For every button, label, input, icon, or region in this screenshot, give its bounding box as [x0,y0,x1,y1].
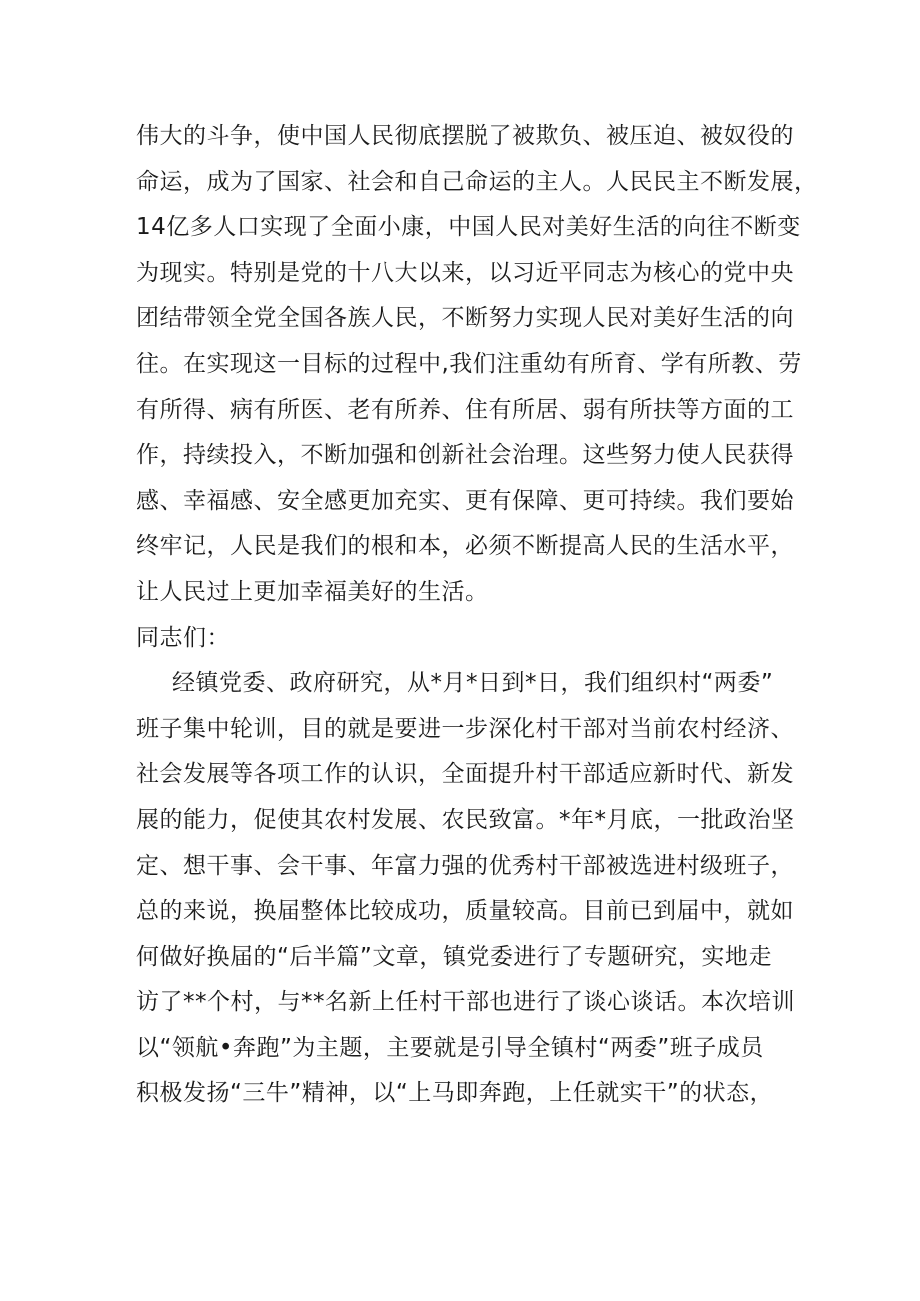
text-line: 定、想干事、会干事、年富力强的优秀村干部被选进村级班子， [136,852,794,879]
text-line-first-indented: 经镇党委、政府研究，从*月*日到*日，我们组织村“两委” [172,670,774,697]
text-line: 有所得、病有所医、老有所养、住有所居、弱有所扶等方面的工 [136,396,794,423]
text-line: 伟大的斗争，使中国人民彻底摆脱了被欺负、被压迫、被奴役的 [136,123,794,149]
text-line: 以“领航•奔跑”为主题，主要就是引导全镇村“两委”班子成员 [136,1034,764,1061]
text-line: 访了**个村，与**名新上任村干部也进行了谈心谈话。本次培训 [136,989,795,1016]
text-line: 命运，成为了国家、社会和自己命运的主人。人民民主不断发展， [136,168,818,195]
paragraph-2 [136,661,826,1117]
text-line: 团结带领全党全国各族人民，不断努力实现人民对美好生活的向 [136,305,794,332]
document-body [136,114,826,1117]
text-line: 积极发扬“三牛”精神，以“上马即奔跑，上任就实干”的状态， [136,1080,774,1107]
text-line: 为现实。特别是党的十八大以来，以习近平同志为核心的党中央 [136,259,794,286]
text-line: 作，持续投入，不断加强和创新社会治理。这些努力使人民获得 [136,442,794,469]
paragraph-1 [136,114,826,616]
text-line: 总的来说，换届整体比较成功，质量较高。目前已到届中，就如 [136,898,794,925]
text-line: 班子集中轮训，目的就是要进一步深化村干部对当前农村经济、 [136,715,794,742]
salutation: 同志们： [136,624,230,651]
text-line: 社会发展等各项工作的认识，全面提升村干部适应新时代、新发 [136,761,794,788]
text-line: 何做好换届的“后半篇”文章，镇党委进行了专题研究，实地走 [136,943,772,970]
text-line: 14亿多人口实现了全面小康，中国人民对美好生活的向往不断变 [136,214,801,241]
text-line: 往。在实现这一目标的过程中,我们注重幼有所育、学有所教、劳 [136,350,802,377]
text-line: 感、幸福感、安全感更加充实、更有保障、更可持续。我们要始 [136,487,794,514]
text-line: 让人民过上更加幸福美好的生活。 [136,578,489,605]
text-line: 终牢记，人民是我们的根和本，必须不断提高人民的生活水平， [136,533,794,560]
text-line: 展的能力，促使其农村发展、农民致富。*年*月底，一批政治坚 [136,806,795,833]
